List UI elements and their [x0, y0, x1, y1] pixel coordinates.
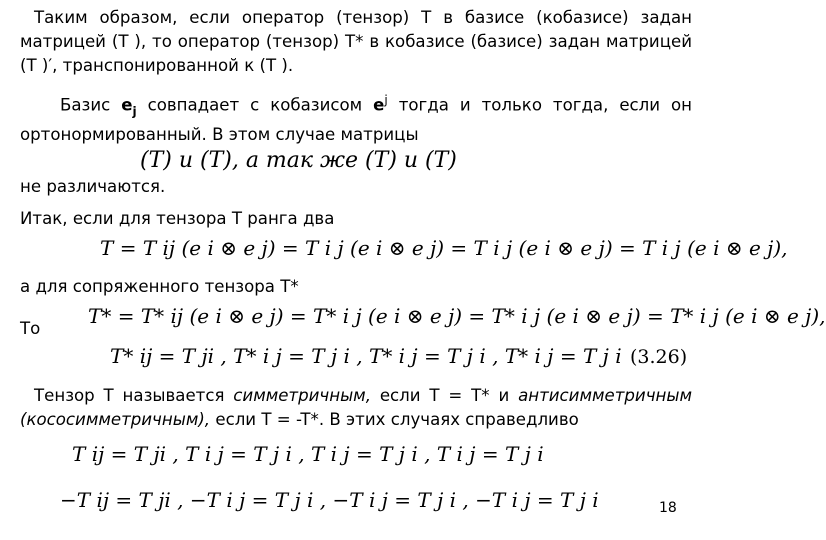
label-to: То — [20, 319, 41, 338]
equation-number: (3.26) — [630, 346, 688, 368]
formula-antisymmetric: −T ij = T ji , −T i j = T j i , −T i j = T j i , −T i j = T j i — [60, 488, 599, 512]
paragraph-operator-matrix: Таким образом, если оператор (тензор) T в базисе (кобазисе) задан матрицей (T ), то оператор (тензор) T* в кобазисе (базисе) задан матрицей (T )′, транспонированной к (T ). — [20, 8, 692, 75]
formula-symmetric: T ij = T ji , T i j = T j i , T i j = T j i , T i j = T j i — [72, 442, 544, 466]
line-conjugate: а для сопряженного тензора T* — [20, 277, 299, 296]
paragraph-symmetric: Тензор T называется симметричным, если T = T* и антисимметричным (кососимметричным), если T = -T*. В этих случаях справедливо — [20, 386, 692, 429]
line-not-differ: не различаются. — [20, 177, 166, 196]
formula-tensor: T = T ij (e i ⊗ e j) = T i j (e i ⊗ e j) = T i j (e i ⊗ e j) = T i j (e i ⊗ e j), — [100, 236, 788, 260]
paragraph-basis: Базис $e_j$ совпадает с кобазисом $e^j$ тогда и только тогда, если он ортонормированный. В этом случае матрицы — [20, 93, 693, 144]
formula-conjugate-tensor: T* = T* ij (e i ⊗ e j) = T* i j (e i ⊗ e j) = T* i j (e i ⊗ e j) = T* i j (e i ⊗ e j), — [88, 304, 826, 328]
formula-components: T* ij = T ji , T* i j = T j i , T* i j = T j i , T* i j = T j i — [110, 344, 622, 368]
line-itak: Итак, если для тензора T ранга два — [20, 209, 335, 228]
slide-number: 18 — [659, 500, 677, 516]
formula-matrices: (T) и (T), а так же (T) и (T) — [140, 148, 457, 173]
